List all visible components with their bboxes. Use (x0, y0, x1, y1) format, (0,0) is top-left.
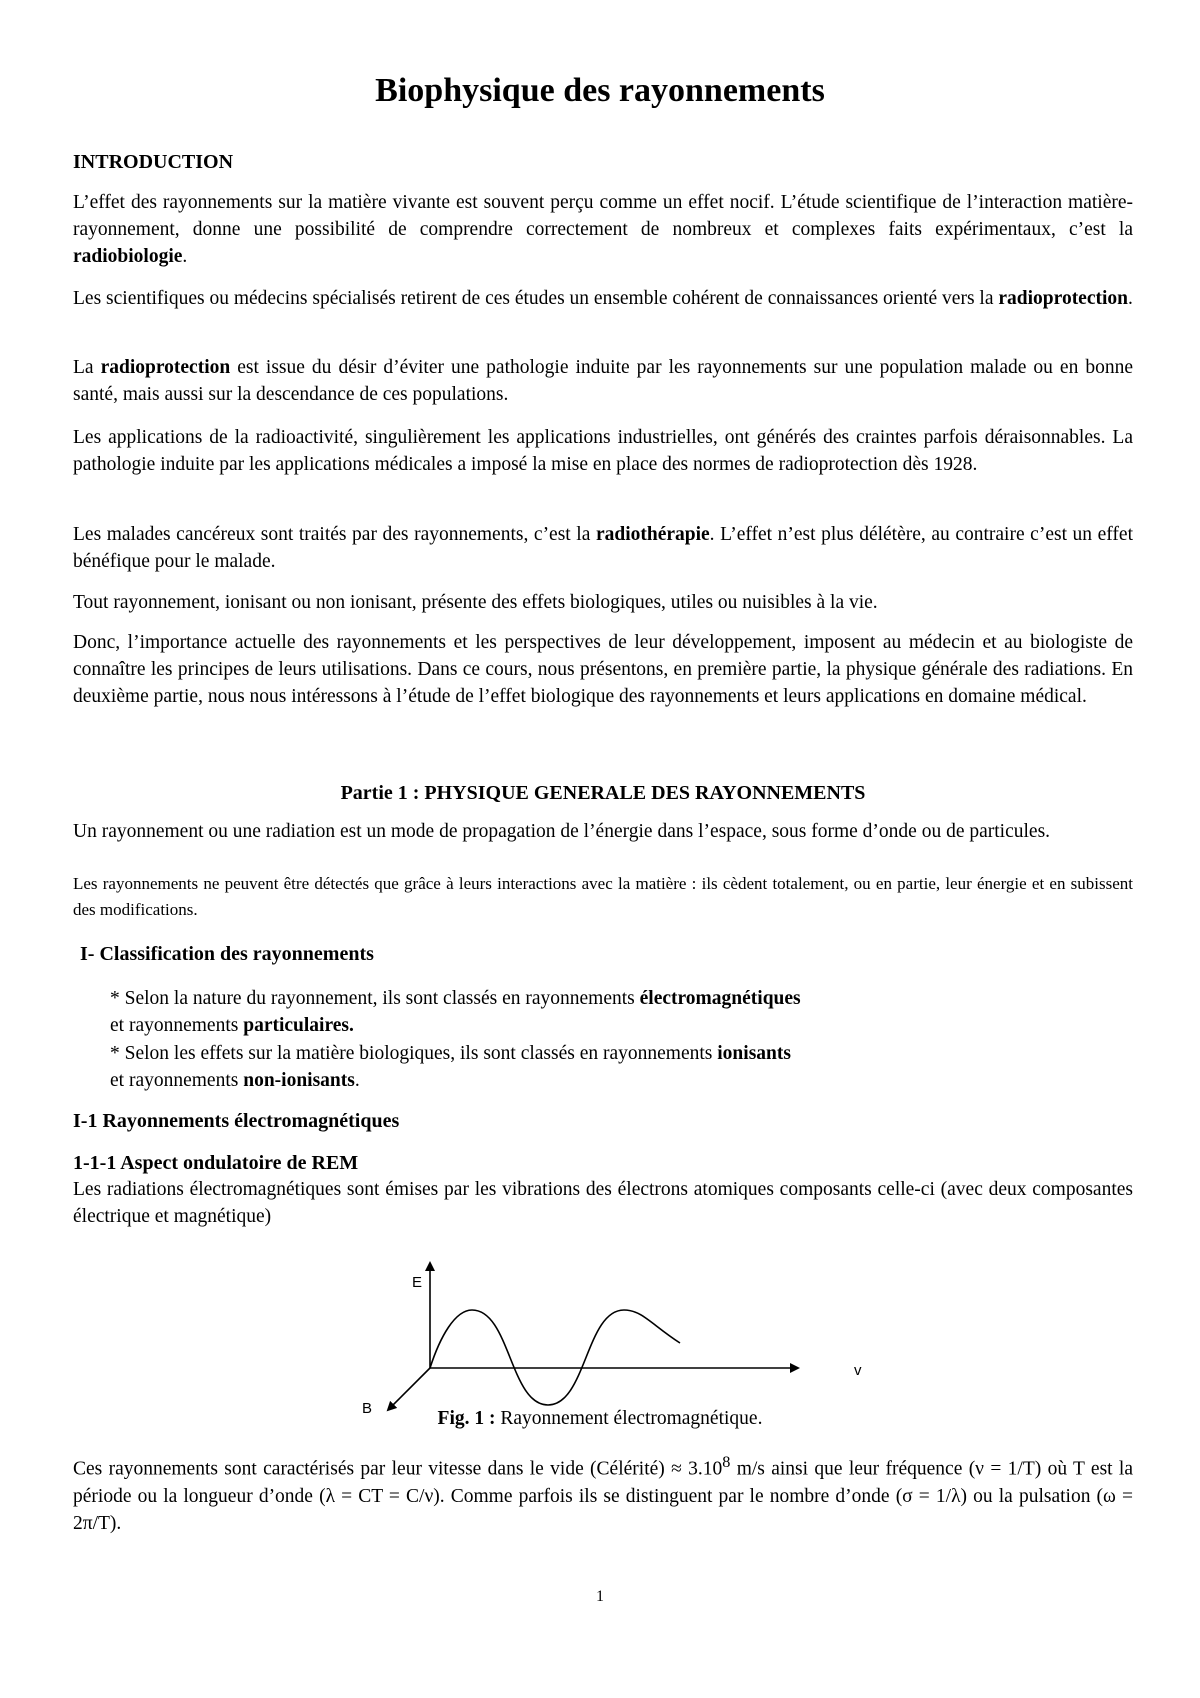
final-p-text: m/s ainsi que leur fréquence (ν = 1/T) où T est la période ou la longueur d’onde (λ = CT = C/ν). Comme parfois ils se distinguent par le nombre d’onde (σ = 1/λ) ou la pulsation (ω = 2π/T). (73, 1458, 1133, 1534)
wave-curve (430, 1310, 680, 1405)
intro-paragraph-7: Donc, l’importance actuelle des rayonnements et les perspectives de leur développement, imposent au médecin et au biologiste de connaître les principes de leurs utilisations. Dans ce cours, nous présentons, en première partie, la physique générale des radiations. En deuxième partie, nous nous intéressons à l’étude de l’effet biologique des rayonnements et leurs applications en domaine médical. (73, 632, 1133, 707)
intro-paragraph-1 (73, 189, 1133, 270)
term-electromagnetiques: électromagnétiques (639, 988, 801, 1009)
intro-paragraph-2 (73, 285, 1133, 312)
classification-bullet-1 (73, 985, 1133, 1039)
intro-paragraph-4: Les applications de la radioactivité, singulièrement les applications industrielles, ont générés des craintes parfois déraisonnables. La pathologie induite par les applications médicales a imposé la mise en place des normes de radioprotection dès 1928. (73, 427, 1133, 475)
intro-paragraph-3 (73, 354, 1133, 408)
term-non-ionisants: non-ionisants (243, 1070, 355, 1091)
b-axis-label: B (362, 1400, 373, 1415)
page-title: Biophysique des rayonnements (375, 72, 825, 109)
part1-paragraph-1: Un rayonnement ou une radiation est un mode de propagation de l’énergie dans l’espace, sous forme d’onde ou de particules. (73, 821, 1051, 842)
intro-p5-end: . L’effet n’est plus délétère, au contraire c’est un effet bénéfique pour le malade. (73, 524, 1133, 572)
intro-heading: INTRODUCTION (73, 151, 234, 173)
term-particulaires: particulaires. (243, 1015, 354, 1036)
section-1-1-1-heading: 1-1-1 Aspect ondulatoire de REM (73, 1152, 359, 1174)
intro-paragraph-6: Tout rayonnement, ionisant ou non ionisant, présente des effets biologiques, utiles ou nuisibles à la vie. (73, 592, 878, 613)
term-radiotherapie: radiothérapie (595, 524, 710, 545)
intro-p1-text: L’effet des rayonnements sur la matière vivante est souvent perçu comme un effet nocif. L’étude scientifique de l’interaction matière-rayonnement, donne une possibilité de comprendre correctement de nombreux et complexes faits expérimentaux, c’est la (73, 192, 1133, 240)
part1-paragraph-2: Les rayonnements ne peuvent être détectés que grâce à leurs interactions avec la matière : ils cèdent totalement, ou en partie, leur énergie et en subissent des modifications. (73, 874, 1133, 919)
b-axis (388, 1368, 430, 1410)
final-p-start: Ces rayonnements sont caractérisés par leur vitesse dans le vide (Célérité) ≈ 3.10 (73, 1458, 723, 1480)
e-axis-label: E (412, 1274, 423, 1291)
part1-heading: Partie 1 : PHYSIQUE GENERALE DES RAYONNEMENTS (340, 782, 866, 804)
classification-bullet-2 (73, 1040, 1133, 1094)
bullet-2-end: . (354, 1070, 360, 1091)
page-number: 1 (596, 1588, 604, 1605)
bullet-2-text: * Selon les effets sur la matière biologiques, ils sont classés en rayonnements (110, 1043, 718, 1064)
figure-caption (0, 1408, 1200, 1430)
intro-p3-start: La (73, 357, 101, 378)
bullet-1-text: * Selon la nature du rayonnement, ils sont classés en rayonnements (110, 988, 640, 1009)
term-radioprotection-2: radioprotection (100, 357, 231, 378)
bullet-2-cont: et rayonnements (110, 1070, 244, 1091)
final-paragraph (73, 1449, 1133, 1537)
section-1-1-heading: I-1 Rayonnements électromagnétiques (73, 1110, 400, 1132)
term-ionisants: ionisants (717, 1043, 791, 1064)
term-radiobiologie: radiobiologie (73, 246, 183, 267)
term-radioprotection: radioprotection (998, 288, 1129, 309)
exponent: 8 (722, 1453, 731, 1471)
bullet-1-cont: et rayonnements (110, 1015, 244, 1036)
caption-label: Fig. 1 : (437, 1408, 496, 1429)
em-wave-figure (350, 1255, 870, 1415)
intro-p2-text: Les scientifiques ou médecins spécialisés retirent de ces études un ensemble cohérent de connaissances orienté vers la (73, 288, 999, 309)
em-wave-diagram (350, 1255, 870, 1415)
intro-p3-text: est issue du désir d’éviter une pathologie induite par les rayonnements sur une population malade ou en bonne santé, mais aussi sur la descendance de ces populations. (73, 357, 1133, 405)
caption-text: Rayonnement électromagnétique. (495, 1408, 763, 1429)
v-axis-label: v (854, 1362, 862, 1379)
intro-p2-end: . (1128, 288, 1133, 309)
intro-paragraph-5 (73, 521, 1133, 575)
intro-p5-text: Les malades cancéreux sont traités par des rayonnements, c’est la (73, 524, 596, 545)
section1-heading: I- Classification des rayonnements (80, 943, 374, 965)
intro-p1-end: . (182, 246, 188, 267)
section-1-1-1-paragraph: Les radiations électromagnétiques sont émises par les vibrations des électrons atomiques composants celle-ci (avec deux composantes électrique et magnétique) (73, 1179, 1133, 1227)
